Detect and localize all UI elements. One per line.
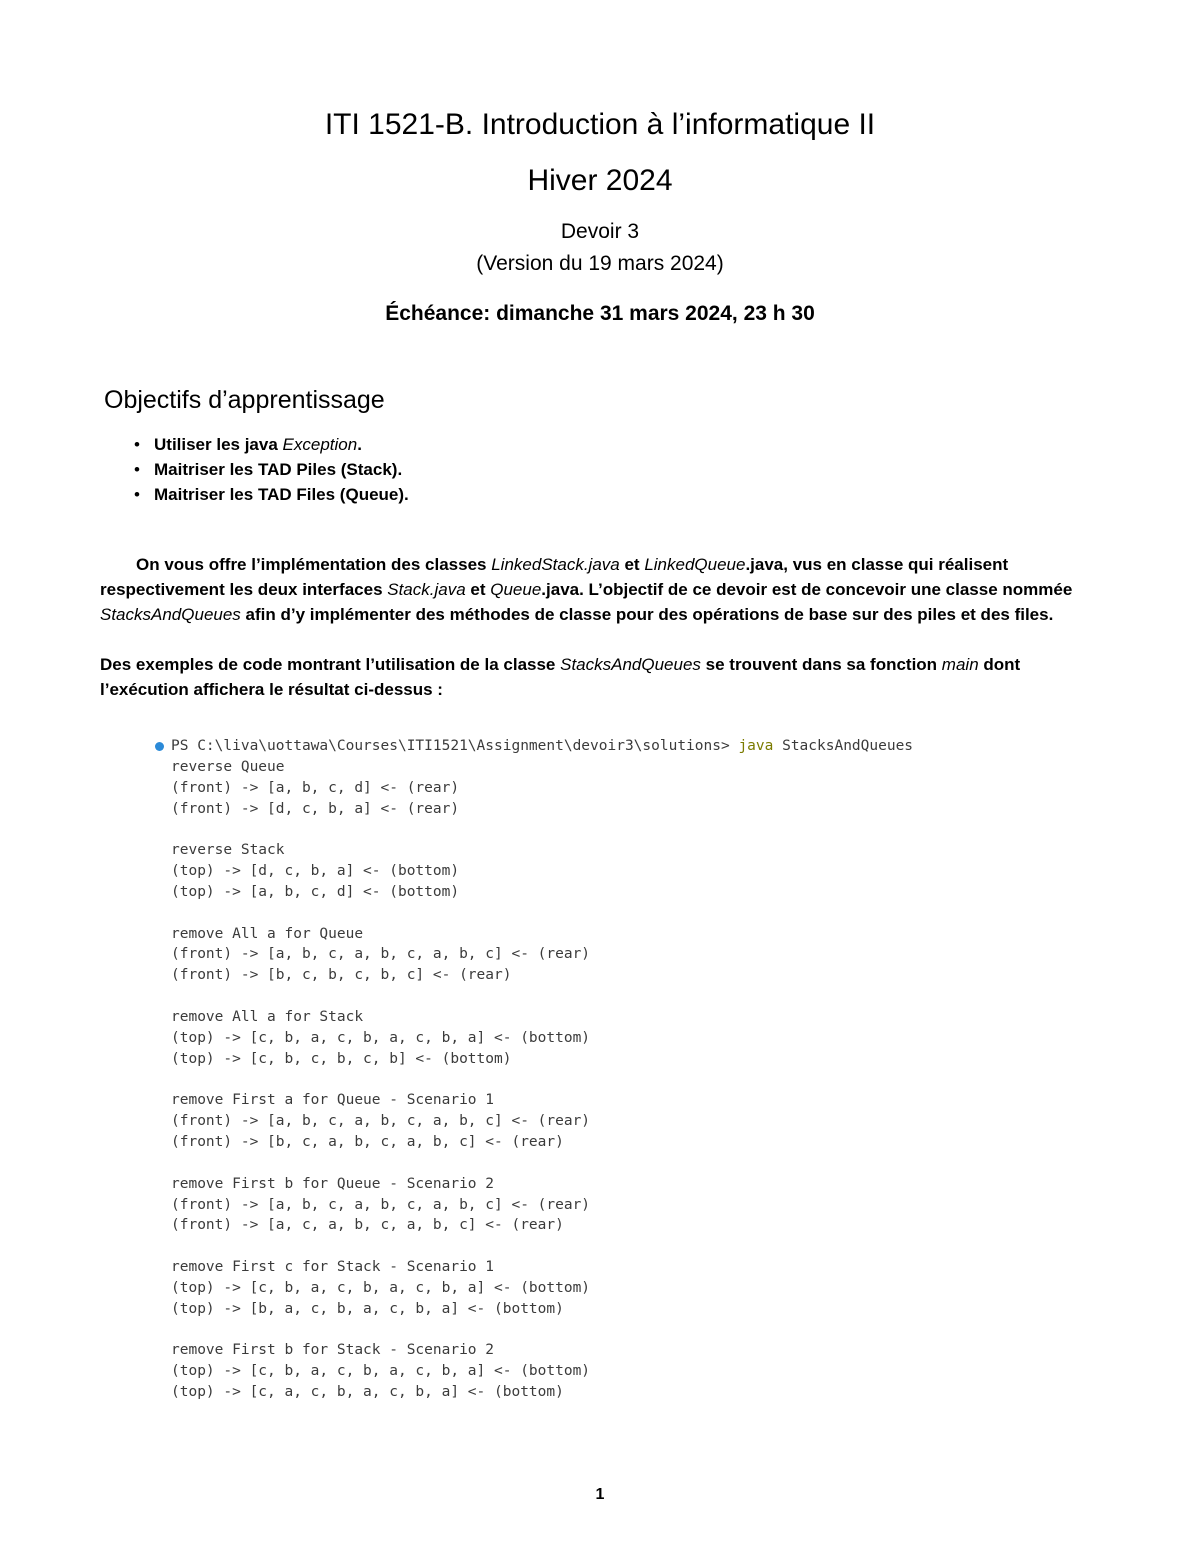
terminal-line: (top) -> [c, b, c, b, c, b] <- (bottom) — [171, 1050, 512, 1067]
command-keyword: java — [738, 738, 774, 754]
objectives-heading: Objectifs d’apprentissage — [104, 386, 385, 414]
objective-item — [130, 457, 409, 482]
terminal-line: (top) -> [a, b, c, d] <- (bottom) — [171, 883, 460, 900]
objective-item — [130, 482, 409, 507]
terminal-line: (front) -> [a, c, a, b, c, a, b, c] <- (rear) — [171, 1217, 564, 1234]
terminal-line — [155, 1236, 913, 1257]
terminal-line: (top) -> [c, a, c, b, a, c, b, a] <- (bottom) — [171, 1384, 564, 1401]
assignment-name: Devoir 3 — [560, 220, 640, 243]
para-text: afin d’y implémenter des méthodes de classe pour des opérations de base sur des piles et des files. — [240, 605, 1054, 624]
para-italic: StacksAndQueues — [100, 605, 241, 624]
para-text: se trouvent dans sa fonction — [700, 655, 942, 674]
objective-item — [130, 432, 409, 457]
terminal-prompt: PS C:\liva\uottawa\Courses\ITI1521\Assignment\devoir3\solutions> — [171, 738, 739, 754]
para-text: On vous offre l’implémentation des classes — [136, 555, 492, 574]
terminal-output — [155, 736, 913, 1403]
bullet-icon: • — [134, 460, 140, 479]
terminal-line — [155, 1070, 913, 1091]
bullet-icon: • — [134, 485, 140, 504]
terminal-command-line — [155, 736, 913, 757]
para-text: .java. L’objectif de ce devoir est de concevoir une classe nommée — [541, 580, 1073, 599]
terminal-line — [155, 1153, 913, 1174]
terminal-line: (front) -> [b, c, b, c, b, c] <- (rear) — [171, 967, 512, 984]
objective-text: Utiliser les java — [154, 435, 283, 454]
bullet-icon: • — [134, 435, 140, 454]
terminal-line — [155, 1320, 913, 1341]
terminal-line: remove All a for Queue — [171, 925, 364, 942]
terminal-line: (front) -> [a, b, c, d] <- (rear) — [171, 779, 460, 796]
objective-text: Maitriser les TAD Files (Queue). — [154, 485, 409, 504]
terminal-line: (front) -> [d, c, b, a] <- (rear) — [171, 800, 460, 817]
terminal-line: (top) -> [c, b, a, c, b, a, c, b, a] <- (bottom) — [171, 1279, 591, 1296]
terminal-line: remove First b for Stack - Scenario 2 — [171, 1342, 495, 1359]
version-date: (Version du 19 mars 2024) — [476, 252, 724, 275]
para-text: et — [465, 580, 491, 599]
terminal-line — [155, 986, 913, 1007]
para-italic: Queue — [490, 580, 542, 599]
page-number: 1 — [595, 1486, 605, 1503]
para-italic: StacksAndQueues — [560, 655, 701, 674]
terminal-line: remove First a for Queue - Scenario 1 — [171, 1092, 495, 1109]
document-term: Hiver 2024 — [527, 164, 673, 197]
terminal-line — [155, 903, 913, 924]
terminal-line: reverse Stack — [171, 842, 285, 859]
para-text: .java, vus en classe qui réalisent respectivement les deux interfaces — [100, 555, 1009, 599]
para-italic: LinkedQueue — [644, 555, 746, 574]
terminal-line: (front) -> [a, b, c, a, b, c, a, b, c] <- (rear) — [171, 1196, 591, 1213]
objectives-list — [130, 432, 409, 507]
terminal-line — [155, 819, 913, 840]
command-args: StacksAndQueues — [773, 738, 914, 754]
terminal-line: (top) -> [d, c, b, a] <- (bottom) — [171, 863, 460, 880]
para-italic: main — [941, 655, 979, 674]
terminal-line: (top) -> [c, b, a, c, b, a, c, b, a] <- (bottom) — [171, 1363, 591, 1380]
terminal-line: remove First c for Stack - Scenario 1 — [171, 1259, 495, 1276]
terminal-line: (top) -> [b, a, c, b, a, c, b, a] <- (bottom) — [171, 1300, 564, 1317]
terminal-line: (front) -> [b, c, a, b, c, a, b, c] <- (rear) — [171, 1134, 564, 1151]
terminal-line: (front) -> [a, b, c, a, b, c, a, b, c] <- (rear) — [171, 1113, 591, 1130]
due-date: Échéance: dimanche 31 mars 2024, 23 h 30 — [385, 302, 815, 325]
objective-suffix: . — [357, 435, 362, 454]
terminal-line: remove All a for Stack — [171, 1008, 364, 1025]
document-title: ITI 1521-B. Introduction à l’informatique II — [324, 108, 876, 141]
prompt-status-icon — [155, 742, 164, 751]
objective-italic: Exception — [282, 435, 358, 454]
examples-paragraph — [100, 652, 1100, 702]
terminal-line: remove First b for Queue - Scenario 2 — [171, 1175, 495, 1192]
para-text: et — [619, 555, 645, 574]
para-text: Des exemples de code montrant l’utilisation de la classe — [100, 655, 561, 674]
para-italic: Stack.java — [387, 580, 466, 599]
terminal-line: (front) -> [a, b, c, a, b, c, a, b, c] <- (rear) — [171, 946, 591, 963]
intro-paragraph — [100, 552, 1100, 627]
terminal-line: (top) -> [c, b, a, c, b, a, c, b, a] <- (bottom) — [171, 1029, 591, 1046]
para-italic: LinkedStack.java — [491, 555, 620, 574]
para-text: dont l’exécution affichera le résultat ci-dessus : — [100, 655, 1021, 699]
objective-text: Maitriser les TAD Piles (Stack). — [154, 460, 403, 479]
terminal-line: reverse Queue — [171, 758, 285, 775]
